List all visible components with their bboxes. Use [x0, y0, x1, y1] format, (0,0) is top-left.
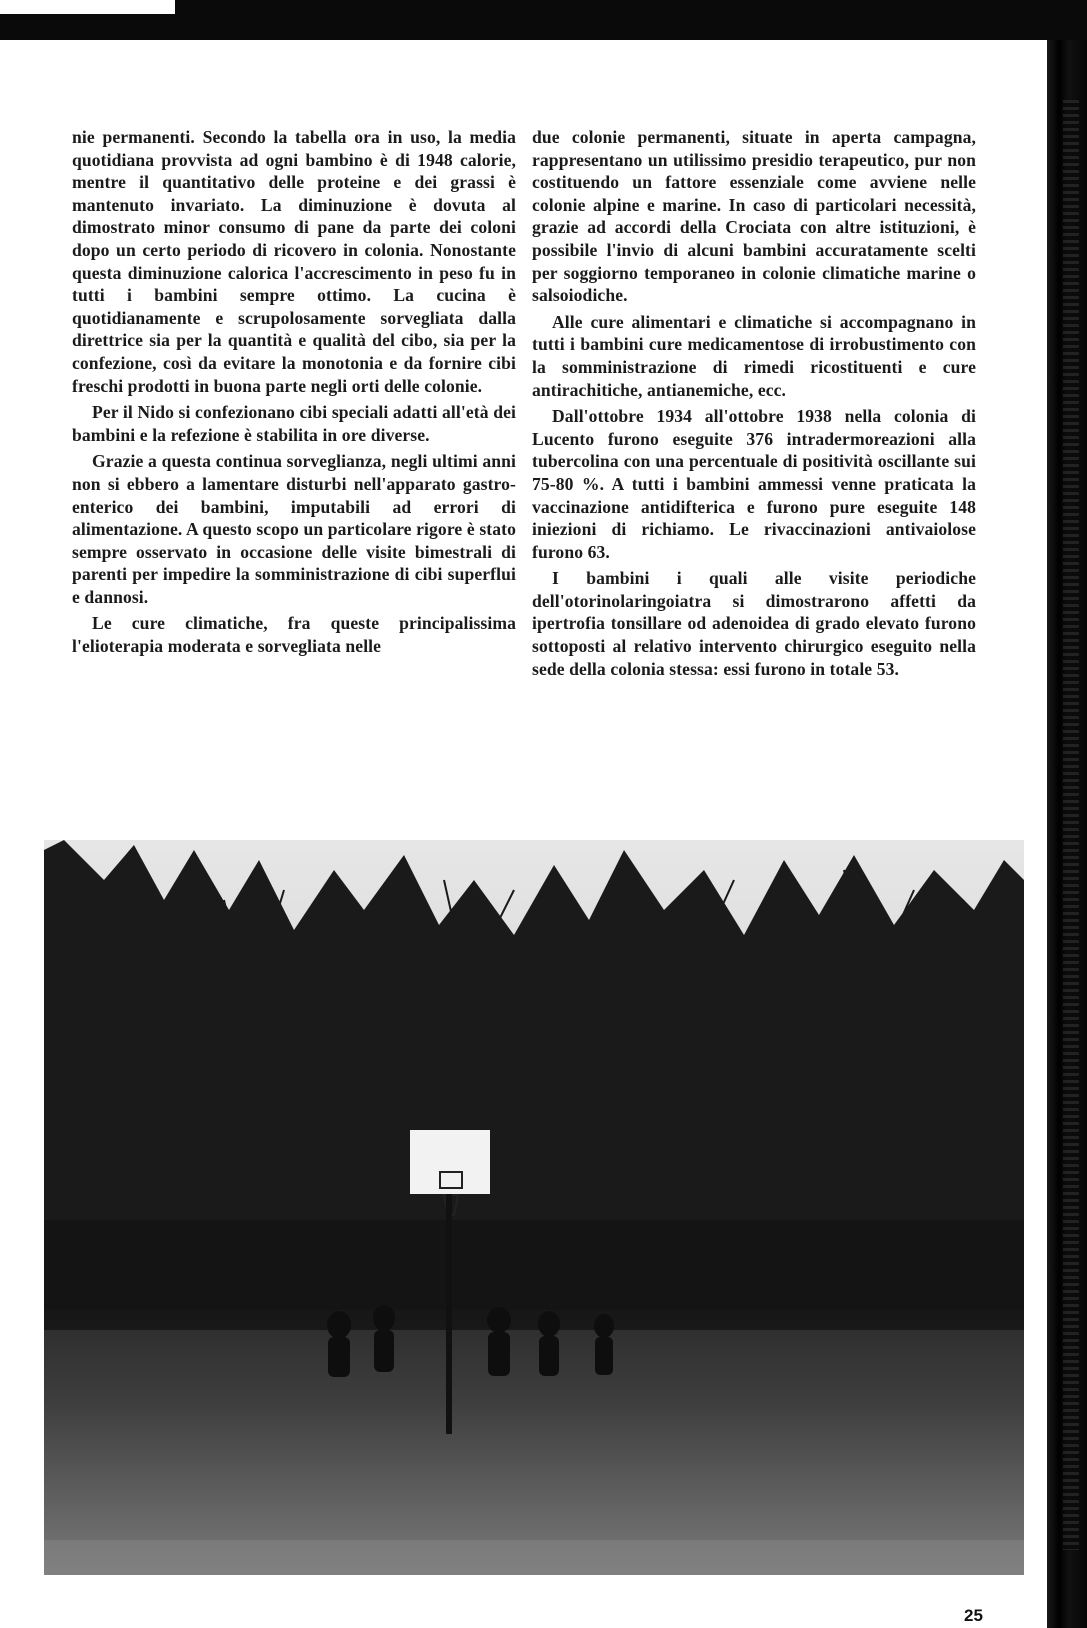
spine-texture [1063, 100, 1079, 1550]
treeline-shadow [44, 1220, 1024, 1330]
paragraph: nie permanenti. Secondo la tabella ora in uso, la media quotidiana provvista ad ogni bambino è di 1948 calorie, mentre il quantitativo delle proteine e dei grassi è mantenuto invariato. La diminuzione è dovuta al dimostrato minor consumo di pane da parte dei coloni dopo un certo periodo di ricovero in colonia. Nonostante questa diminuzione calorica l'accrescimento in peso fu in tutti i bambini sempre ottimo. La cucina è quotidianamente e scrupolosamente sorvegliata dalla direttrice sia per la quantità e qualità del cibo, sia per la confezione, così da evitare la monotonia e da fornire cibi freschi prodotti in buona parte negli orti delle colonie. [72, 127, 516, 396]
text-column-left [72, 126, 516, 662]
page-number: 25 [964, 1606, 983, 1625]
book-spine [1047, 40, 1087, 1628]
ground-foreground [44, 1540, 1024, 1575]
paragraph: Per il Nido si confezionano cibi speciali adatti all'età dei bambini e la refezione è stabilita in ore diverse. [72, 402, 516, 445]
paragraph: due colonie permanenti, situate in aperta campagna, rappresentano un utilissimo presidio terapeutico, pur non costituendo un fattore essenziale come avviene nelle colonie alpine e marine. In caso di particolari necessità, grazie ad accordi della Crociata con altre istituzioni, è possibile l'invio di alcuni bambini accuratamente scelti per soggiorno temporaneo in colonie climatiche marine o salsoiodiche. [532, 127, 976, 306]
photo-illustration [44, 840, 1024, 1575]
text-column-right [532, 126, 976, 684]
paragraph: Le cure climatiche, fra queste principalissima l'elioterapia moderata e sorvegliata nelle [72, 613, 516, 657]
basketball-pole [446, 1194, 452, 1434]
playground-ground [44, 1310, 1024, 1575]
paragraph: Grazie a questa continua sorveglianza, negli ultimi anni non si ebbero a lamentare disturbi nell'apparato gastro-enterico dei bambini, imputabili ad errori di alimentazione. A questo scopo un particolare rigore è stato sempre osservato in occasione delle visite bimestrali di parenti per impedire la somministrazione di cibi superflui e dannosi. [72, 451, 516, 607]
paragraph: Dall'ottobre 1934 all'ottobre 1938 nella colonia di Lucento furono eseguite 376 intradermoreazioni alla tubercolina con una percentuale di positività oscillante sui 75-80 %. A tutti i bambini ammessi venne praticata la vaccinazione antidifterica e furono pure eseguite 148 iniezioni di richiamo. Le rivaccinazioni antivaiolose furono 63. [532, 406, 976, 562]
basketball-backboard [410, 1130, 490, 1194]
document-page [14, 40, 1047, 1628]
scan-top-notch [0, 0, 175, 14]
photograph-playground [44, 840, 1024, 1575]
paragraph: I bambini i quali alle visite periodiche dell'otorinolaringoiatra si dimostrarono affetti da ipertrofia tonsillare od adenoidea di grado elevato furono sottoposti al relativo intervento chirurgico eseguito nella sede della colonia stessa: essi furono in totale 53. [532, 568, 976, 679]
paragraph: Alle cure alimentari e climatiche si accompagnano in tutti i bambini cure medicamentose di irrobustimento con la somministrazione di rimedi ricostituenti e cure antirachitiche, antianemiche, ecc. [532, 311, 976, 400]
